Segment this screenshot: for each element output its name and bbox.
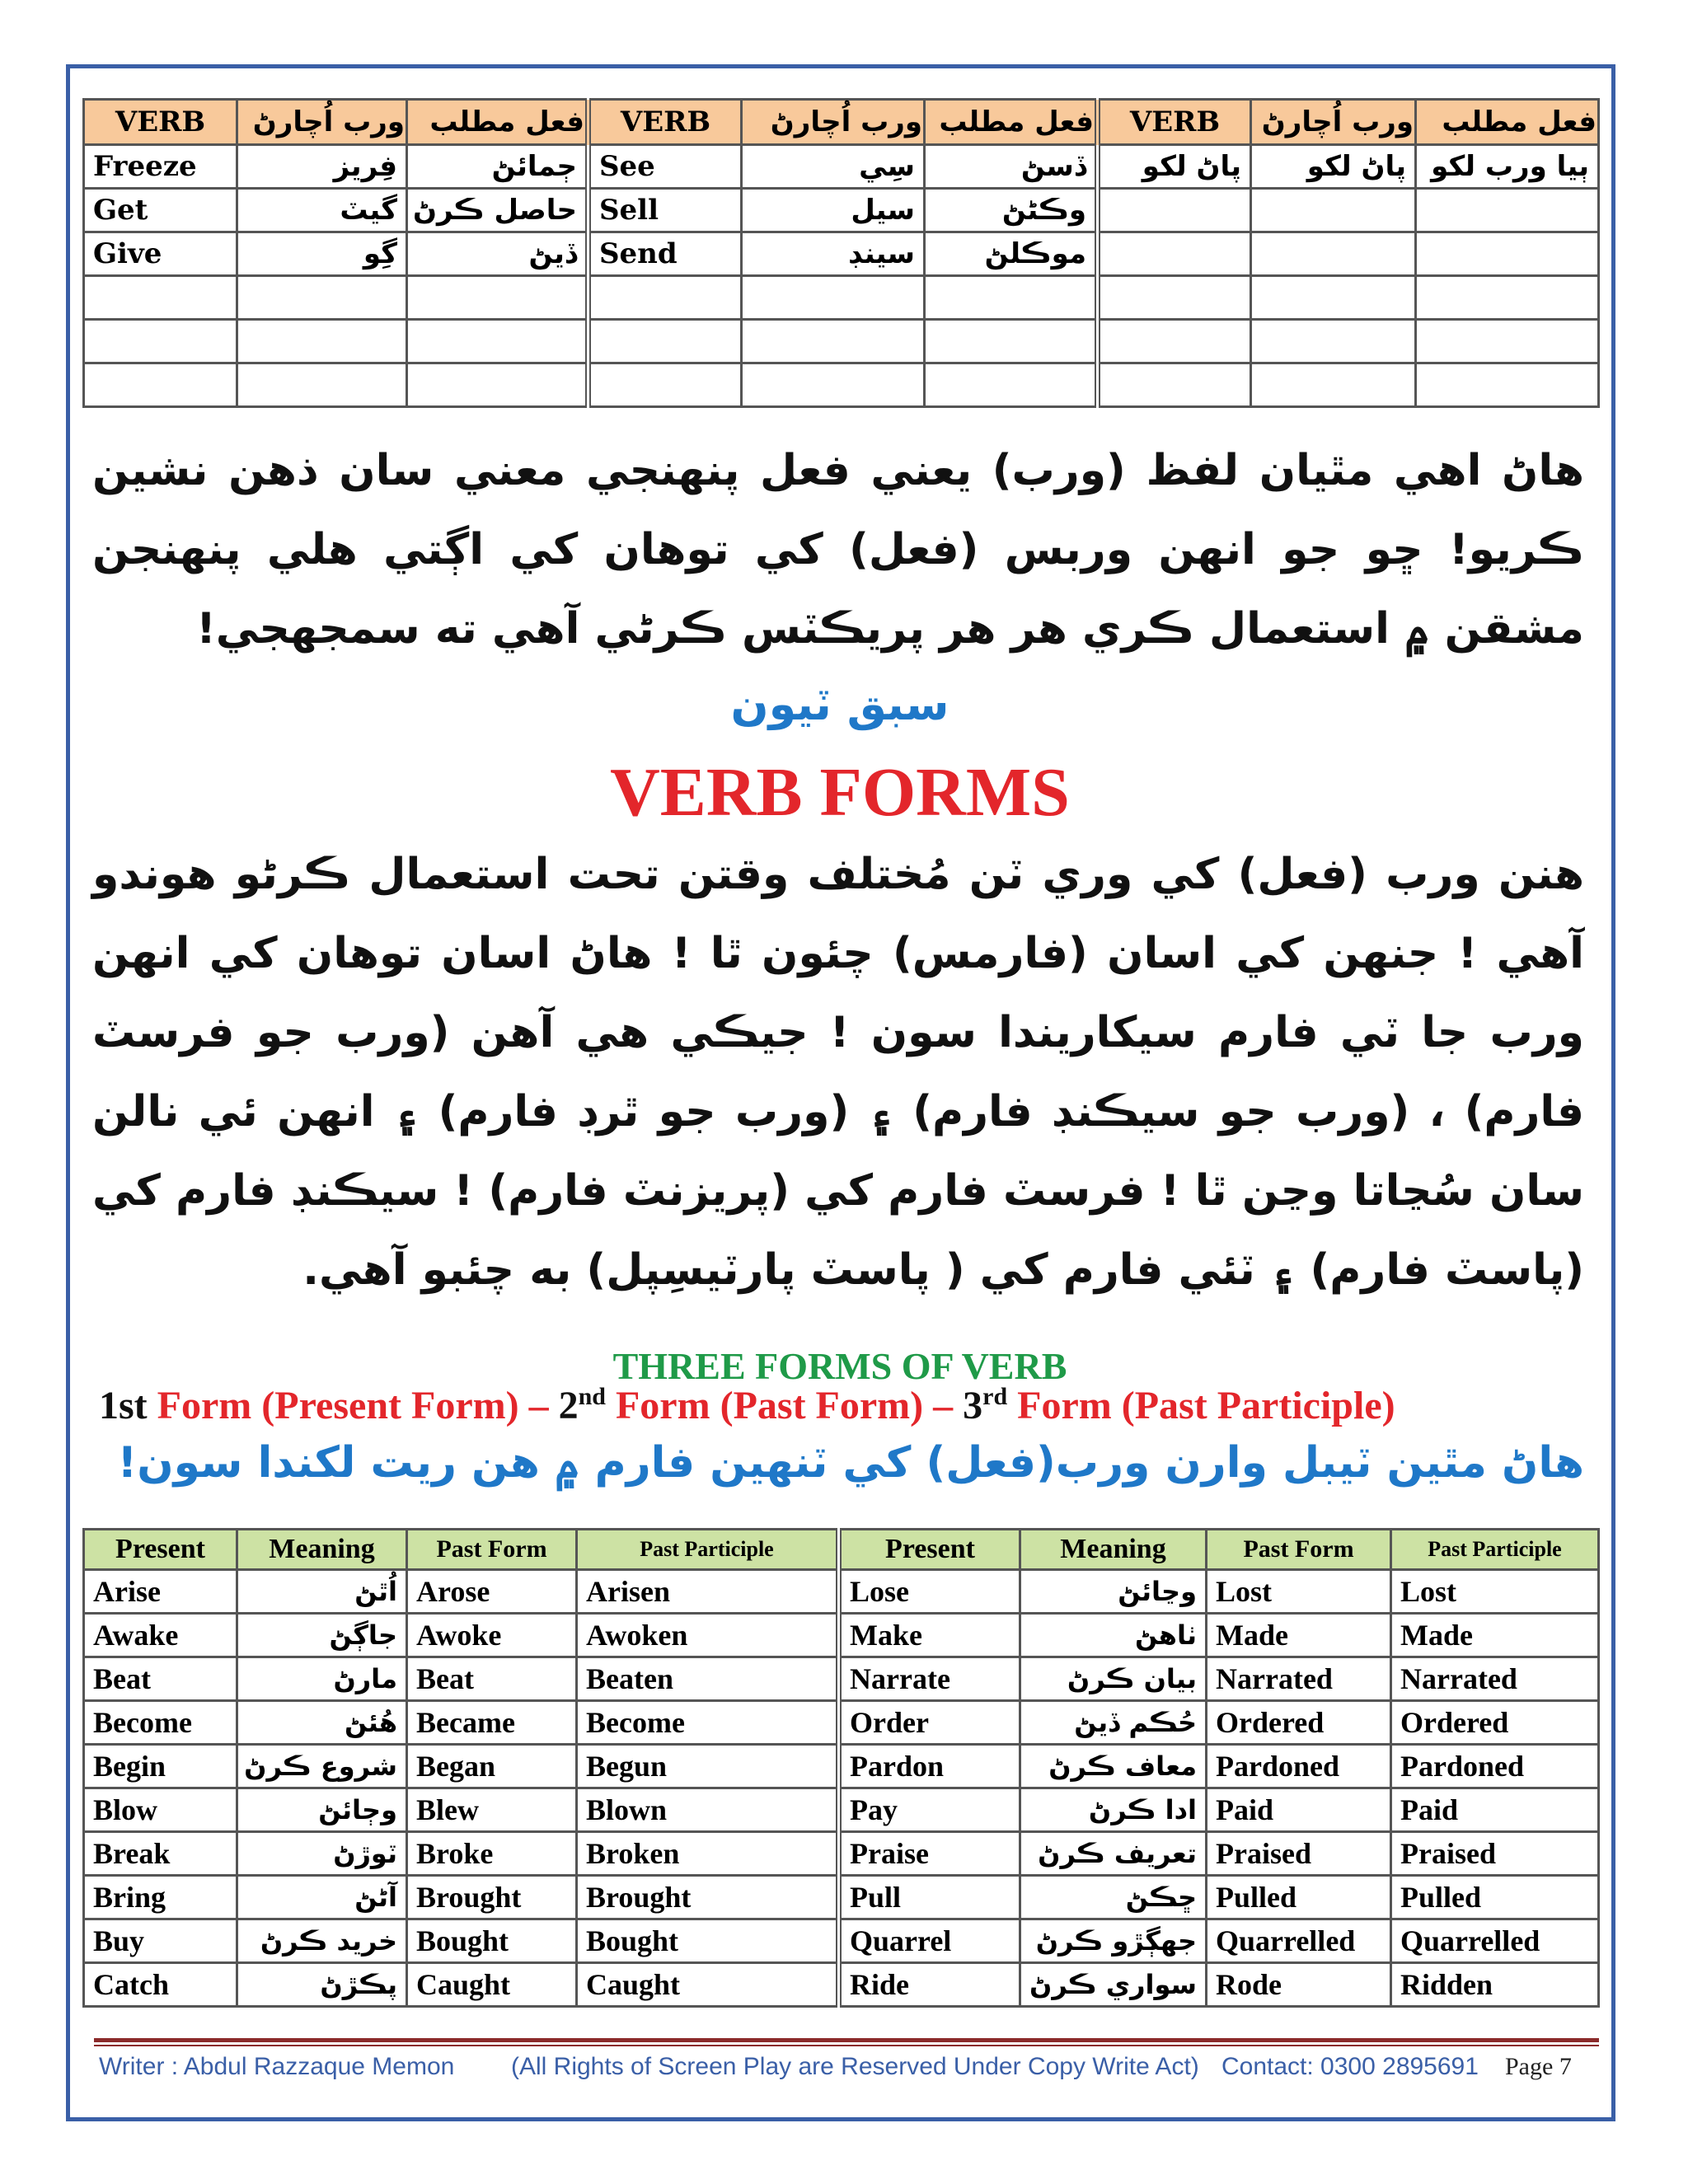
table-cell: Bring: [84, 1876, 237, 1919]
table-cell: Freeze: [84, 145, 237, 189]
table-cell: پاڻ لکو: [1098, 145, 1251, 189]
table-cell: Became: [407, 1701, 577, 1745]
table-cell: Brought: [407, 1876, 577, 1919]
table-cell: Caught: [577, 1963, 839, 2007]
table-cell: Caught: [407, 1963, 577, 2007]
table-cell: [925, 276, 1098, 320]
table-cell: [742, 363, 925, 407]
table-cell: [925, 320, 1098, 363]
table-cell: Pardoned: [1207, 1745, 1391, 1788]
page-content: [81, 93, 1599, 2022]
table-cell: Broken: [577, 1832, 839, 1876]
table-cell: [1416, 363, 1599, 407]
table-cell: Awoke: [407, 1614, 577, 1657]
table-cell: ڏيڻ: [407, 232, 588, 276]
table-cell: سواري ڪرڻ: [1020, 1963, 1207, 2007]
table-cell: Lost: [1207, 1570, 1391, 1614]
table-cell: ادا ڪرڻ: [1020, 1788, 1207, 1832]
footer-divider: [94, 2038, 1599, 2042]
third-form-number: 3: [963, 1384, 983, 1427]
table-cell: Praised: [1207, 1832, 1391, 1876]
table-cell: Narrated: [1207, 1657, 1391, 1701]
table-cell: Arose: [407, 1570, 577, 1614]
table-cell: [1098, 232, 1251, 276]
header-cell: Present: [84, 1530, 237, 1570]
footer-divider: [94, 2045, 1599, 2046]
table-row: [84, 1876, 1599, 1919]
table-cell: Broke: [407, 1832, 577, 1876]
table-cell: بيان ڪرڻ: [1020, 1657, 1207, 1701]
table-cell: Awoken: [577, 1614, 839, 1657]
table-cell: Make: [839, 1614, 1020, 1657]
table-cell: حُڪم ڏيڻ: [1020, 1701, 1207, 1745]
table-cell: Pardon: [839, 1745, 1020, 1788]
table-row: [84, 1832, 1599, 1876]
second-form-suffix: nd: [578, 1383, 606, 1410]
table-cell: ڄمائڻ: [407, 145, 588, 189]
footer-writer: Writer : Abdul Razzaque Memon: [99, 2053, 455, 2080]
table-cell: سينڊ: [742, 232, 925, 276]
table-cell: پڪڙڻ: [237, 1963, 407, 2007]
header-cell: Past Form: [407, 1530, 577, 1570]
forms-line: [99, 1383, 1599, 1428]
table-cell: Narrated: [1391, 1657, 1599, 1701]
header-cell: ورب اُچارڻ: [237, 100, 407, 145]
table-cell: Quarrelled: [1391, 1919, 1599, 1963]
header-cell: Present: [839, 1530, 1020, 1570]
table-cell: آڻڻ: [237, 1876, 407, 1919]
table-cell: ٺاهڻ: [1020, 1614, 1207, 1657]
table-cell: پاڻ لکو: [1251, 145, 1416, 189]
verb-forms-table: [82, 1528, 1600, 2008]
table-cell: Buy: [84, 1919, 237, 1963]
three-forms-title: THREE FORMS OF VERB: [612, 1345, 1067, 1387]
table-cell: Catch: [84, 1963, 237, 2007]
header-cell: VERB: [588, 100, 742, 145]
table-cell: Paid: [1391, 1788, 1599, 1832]
table-cell: Praise: [839, 1832, 1020, 1876]
table-cell: [1251, 232, 1416, 276]
table-row: [84, 1701, 1599, 1745]
header-cell: Meaning: [1020, 1530, 1207, 1570]
first-form-number: 1st: [99, 1384, 148, 1427]
table-cell: Break: [84, 1832, 237, 1876]
table-cell: Beat: [407, 1657, 577, 1701]
table-cell: Lose: [839, 1570, 1020, 1614]
table-cell: Ride: [839, 1963, 1020, 2007]
table-cell: Blown: [577, 1788, 839, 1832]
table-cell: [742, 276, 925, 320]
table-cell: گيٽ: [237, 189, 407, 232]
table-cell: [237, 276, 407, 320]
header-cell: Past Participle: [577, 1530, 839, 1570]
table-cell: Begin: [84, 1745, 237, 1788]
table-cell: Blow: [84, 1788, 237, 1832]
table-cell: Ridden: [1391, 1963, 1599, 2007]
table-cell: [1251, 320, 1416, 363]
table-cell: موڪلڻ: [925, 232, 1098, 276]
table-cell: Bought: [577, 1919, 839, 1963]
table-cell: Become: [577, 1701, 839, 1745]
lesson-title: سبق ٽيون: [730, 678, 950, 730]
table-cell: Blew: [407, 1788, 577, 1832]
table-cell: Get: [84, 189, 237, 232]
table-cell: Ordered: [1207, 1701, 1391, 1745]
table-cell: Order: [839, 1701, 1020, 1745]
header-cell: فعل مطلب: [1416, 100, 1599, 145]
table-cell: [1098, 320, 1251, 363]
table-cell: Pay: [839, 1788, 1020, 1832]
table-cell: Pulled: [1391, 1876, 1599, 1919]
table-cell: ٻيا ورب لکو: [1416, 145, 1599, 189]
table-cell: سِي: [742, 145, 925, 189]
table-cell: Praised: [1391, 1832, 1599, 1876]
table-cell: گِو: [237, 232, 407, 276]
table-cell: وڄائڻ: [237, 1788, 407, 1832]
table-row: [84, 232, 1599, 276]
table-cell: تعريف ڪرڻ: [1020, 1832, 1207, 1876]
third-form-text: Form (Past Participle): [1007, 1384, 1395, 1427]
table-cell: ڇڪڻ: [1020, 1876, 1207, 1919]
header-cell: ورب اُچارڻ: [1251, 100, 1416, 145]
second-form-text: Form (Past Form) –: [605, 1384, 964, 1427]
table-cell: معاف ڪرڻ: [1020, 1745, 1207, 1788]
header-cell: Past Form: [1207, 1530, 1391, 1570]
table-row: [84, 1963, 1599, 2007]
table-cell: [742, 320, 925, 363]
page-number: Page 7: [1505, 2053, 1572, 2080]
table-cell: Pull: [839, 1876, 1020, 1919]
first-form-text: Form (Present Form) –: [147, 1384, 559, 1427]
table-cell: [1251, 363, 1416, 407]
table-cell: سيل: [742, 189, 925, 232]
verb-forms-paragraph: هنن ورب (فعل) کي وري ٽن مُختلف وقتن تحت استعمال ڪرڻو هوندو آهي ! جنهن کي اسان (فارمس) چئون ٿا ! هاڻ اسان توهان کي انهن ورب جا ٽي فارم سيکاريندا سون ! جيڪي هي آهن (ورب جو فرسٽ فارم) ، (ورب جو سيڪنڊ فارم) ۽ (ورب جو ٿرڊ فارم) ۽ انهن ئي نالن سان سُڃاتا وڃن ٿا ! فرسٽ فارم کي (پريزنٽ فارم) ! سيڪنڊ فارم کي (پاسٽ فارم) ۽ ٽئي فارم کي ( پاسٽ پارٽيسِپل) به چئبو آهي.: [92, 850, 1584, 1295]
header-cell: Past Participle: [1391, 1530, 1599, 1570]
table-row: [84, 1745, 1599, 1788]
table-cell: Made: [1207, 1614, 1391, 1657]
table-cell: [1098, 189, 1251, 232]
table-cell: Rode: [1207, 1963, 1391, 2007]
table-cell: وڪڻڻ: [925, 189, 1098, 232]
table-cell: شروع ڪرڻ: [237, 1745, 407, 1788]
table-cell: [588, 276, 742, 320]
table-cell: Narrate: [839, 1657, 1020, 1701]
table-cell: Beaten: [577, 1657, 839, 1701]
table-cell: جاڳڻ: [237, 1614, 407, 1657]
table-cell: Made: [1391, 1614, 1599, 1657]
header-cell: VERB: [1098, 100, 1251, 145]
table-cell: ٽوڙڻ: [237, 1832, 407, 1876]
table-cell: Quarrelled: [1207, 1919, 1391, 1963]
table-cell: Beat: [84, 1657, 237, 1701]
footer-rights: (All Rights of Screen Play are Reserved Under Copy Write Act): [511, 2053, 1199, 2080]
header-cell: فعل مطلب: [407, 100, 588, 145]
table-cell: جهڳڙو ڪرڻ: [1020, 1919, 1207, 1963]
table-cell: مارڻ: [237, 1657, 407, 1701]
table-cell: Pardoned: [1391, 1745, 1599, 1788]
table-cell: اُٿڻ: [237, 1570, 407, 1614]
table-cell: Paid: [1207, 1788, 1391, 1832]
table-cell: حاصل ڪرڻ: [407, 189, 588, 232]
table-row: [84, 276, 1599, 320]
table-cell: [84, 363, 237, 407]
table-cell: Pulled: [1207, 1876, 1391, 1919]
table-cell: Arisen: [577, 1570, 839, 1614]
table-cell: Sell: [588, 189, 742, 232]
table-cell: Arise: [84, 1570, 237, 1614]
footer-contact: Contact: 0300 2895691: [1221, 2053, 1479, 2080]
table-cell: Become: [84, 1701, 237, 1745]
table-intro: هاڻ مٿين ٽيبل وارن ورب(فعل) کي ٽنهين فارم ۾ هن ريت لکندا سون!: [117, 1438, 1584, 1488]
table-cell: [588, 363, 742, 407]
table-cell: وڃائڻ: [1020, 1570, 1207, 1614]
table-row: [84, 1788, 1599, 1832]
table-cell: Send: [588, 232, 742, 276]
table-cell: [1416, 276, 1599, 320]
table-cell: [237, 363, 407, 407]
table-cell: [1416, 232, 1599, 276]
table-row: [84, 1657, 1599, 1701]
table-cell: Bought: [407, 1919, 577, 1963]
table-cell: [84, 320, 237, 363]
table-header-row: [84, 1530, 1599, 1570]
table-row: [84, 1614, 1599, 1657]
table-cell: Quarrel: [839, 1919, 1020, 1963]
table-cell: Brought: [577, 1876, 839, 1919]
table-cell: [1416, 320, 1599, 363]
table-cell: خريد ڪرڻ: [237, 1919, 407, 1963]
table-cell: [407, 363, 588, 407]
table-cell: Ordered: [1391, 1701, 1599, 1745]
third-form-suffix: rd: [982, 1383, 1008, 1410]
table-cell: [407, 320, 588, 363]
header-cell: ورب اُچارڻ: [742, 100, 925, 145]
table-cell: [1251, 189, 1416, 232]
header-cell: VERB: [84, 100, 237, 145]
table-row: [84, 363, 1599, 407]
table-cell: [237, 320, 407, 363]
table-cell: ھُئڻ: [237, 1701, 407, 1745]
table-cell: [1416, 189, 1599, 232]
table-row: [84, 320, 1599, 363]
table-cell: Awake: [84, 1614, 237, 1657]
table-cell: Lost: [1391, 1570, 1599, 1614]
table-header-row: [84, 100, 1599, 145]
table-cell: [1251, 276, 1416, 320]
table-row: [84, 145, 1599, 189]
table-cell: فِريز: [237, 145, 407, 189]
header-cell: Meaning: [237, 1530, 407, 1570]
table-row: [84, 1919, 1599, 1963]
table-cell: Give: [84, 232, 237, 276]
table-cell: [1098, 276, 1251, 320]
table-cell: [925, 363, 1098, 407]
table-row: [84, 1570, 1599, 1614]
verb-practice-table: [82, 98, 1600, 408]
header-cell: فعل مطلب: [925, 100, 1098, 145]
main-title: VERB FORMS: [610, 754, 1070, 831]
second-form-number: 2: [558, 1384, 579, 1427]
table-cell: [84, 276, 237, 320]
table-cell: Begun: [577, 1745, 839, 1788]
table-cell: [1098, 363, 1251, 407]
table-cell: ڏسڻ: [925, 145, 1098, 189]
intro-paragraph: هاڻ اهي مٿيان لفظ (ورب) يعني فعل پنهنجي معني سان ذهن نشين ڪريو! ڇو جو انهن وربس (فعل) کي توهان کي اڳتي هلي پنهنجن مشقن ۾ استعمال ڪري هر هر پريڪٽس ڪرڻي آهي ته سمجهجي!: [92, 446, 1584, 654]
table-cell: [407, 276, 588, 320]
table-cell: Began: [407, 1745, 577, 1788]
table-cell: [588, 320, 742, 363]
table-cell: See: [588, 145, 742, 189]
table-row: [84, 189, 1599, 232]
